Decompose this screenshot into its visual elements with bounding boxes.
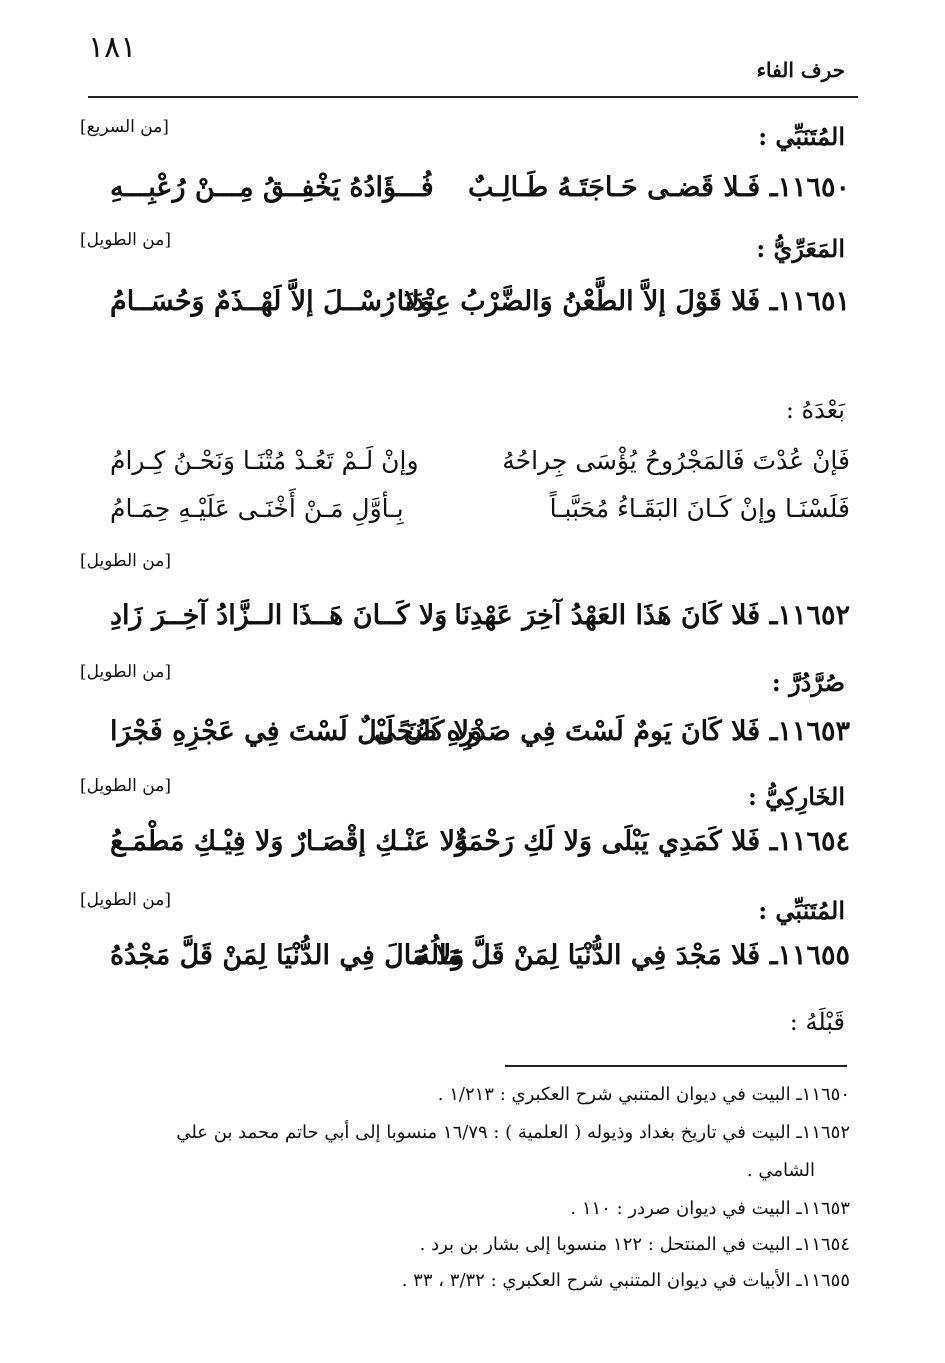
section-label: بَعْدَهُ : <box>785 396 845 424</box>
verse-hemistich-left: بِـأوَّلِ مَـنْ أَخْنَـى عَلَيْـهِ حِمَـامُ <box>110 494 404 523</box>
verse-hemistich-left: وَلا كَــانَ هَــذَا الــزَّادُ آخِــرَ زَادِ <box>110 600 448 631</box>
page-number: ١٨١ <box>88 30 137 65</box>
footnote: ١١٦٥٥ـ الأبيات في ديوان المتنبي شرح العكبري : ٣/٣٢ ، ٣٣ . <box>401 1270 850 1291</box>
verse-hemistich-left: فُـــؤَادُهُ يَخْفِــقُ مِـــنْ رُعْبِـــهِ <box>110 172 434 203</box>
verse-hemistich-left: وَلا مَالَ فِي الدُّنْيَا لِمَنْ قَلَّ مَجْدُهُ <box>110 940 465 971</box>
verse-hemistich-left: وَلا عَنْـكِ إقْصَـارٌ وَلا فِيْـكِ مَطْمَـعُ <box>110 826 469 857</box>
footnote: ١١٦٥٤ـ البيت في المنتحل : ١٢٢ منسوبا إلى بشار بن برد . <box>419 1234 850 1255</box>
verse-hemistich-right: ١١٦٥٠ـ فَـلا قَضـى حَـاجَتَـهُ طَـالِـبٌ <box>467 172 850 203</box>
meter-label: [من الطويل] <box>80 662 171 682</box>
meter-label: [من الطويل] <box>80 890 171 910</box>
poet-name: المُتَنَبِّي : <box>758 896 845 925</box>
meter-label: [من الطويل] <box>80 551 171 571</box>
verse-hemistich-right: فَلَسْنَـا وإنْ كَـانَ البَقَـاءُ مُحَبَّبـاً <box>549 494 850 523</box>
verse-hemistich-left: وَلا كَانَ لَيْلٌ لَسْتَ فِي عَجْزِهِ فَجْرَا <box>110 716 483 747</box>
verse-hemistich-right: ١١٦٥٤ـ فَلا كَمَدِي يَبْلَى وَلا لَكِ رَحْمَةٌ <box>454 826 850 857</box>
meter-label: [من الطويل] <box>80 230 171 250</box>
footnote: ١١٦٥٢ـ البيت في تاريخ بغداد وذيوله ( العلمية ) : ١٦/٧٩ منسوبا إلى أبي حاتم محمد بن علي <box>176 1122 850 1143</box>
verse-hemistich-right: فَإنْ عُدْتَ فَالمَجْرُوحُ يُؤْسَى جِراحُهُ <box>502 446 850 475</box>
verse-hemistich-right: ١١٦٥٥ـ فَلا مَجْدَ فِي الدُّنْيَا لِمَنْ قَلَّ مَالُهُ <box>416 940 850 971</box>
verse-hemistich-left: وإنْ لَـمْ تَعُـدْ مُتْنَـا وَنَحْـنُ كِـرامُ <box>110 446 419 475</box>
header-rule <box>88 96 858 98</box>
verse-hemistich-right: ١١٦٥٣ـ فَلا كَانَ يَومٌ لَسْتَ فِي صَدْرِهِ ضُحًى <box>374 716 850 747</box>
verse-hemistich-left: وَلا رُسْــلَ إلاَّ لَهْــذَمٌ وَحُسَــامُ <box>110 286 433 317</box>
footnote-continuation: الشامي . <box>746 1160 815 1181</box>
poet-name: الخَارِكِيُّ : <box>747 782 845 811</box>
footnote: ١١٦٥٣ـ البيت في ديوان صردر : ١١٠ . <box>570 1198 850 1219</box>
poet-name: صُرَّدُرَّ : <box>771 668 845 697</box>
footnote: ١١٦٥٠ـ البيت في ديوان المتنبي شرح العكبري : ١/٢١٣ . <box>437 1084 850 1105</box>
meter-label: [من الطويل] <box>80 776 171 796</box>
chapter-title: حرف الفاء <box>756 58 845 82</box>
footnote-rule <box>505 1065 847 1067</box>
meter-label: [من السريع] <box>80 117 169 137</box>
verse-hemistich-right: ١١٦٥٢ـ فَلا كَانَ هَذَا العَهْدُ آخِرَ عَهْدِنَا <box>454 600 850 631</box>
verse-hemistich-right: ١١٦٥١ـ فَلا قَوْلَ إلاَّ الطَّعْنُ وَالضَّرْبُ عِنْدَنَا <box>396 286 850 317</box>
poet-name: المُتَنَبِّي : <box>758 122 845 151</box>
section-label: قَبْلَهُ : <box>789 1008 845 1036</box>
poet-name: المَعَرِّيُّ : <box>756 234 845 263</box>
